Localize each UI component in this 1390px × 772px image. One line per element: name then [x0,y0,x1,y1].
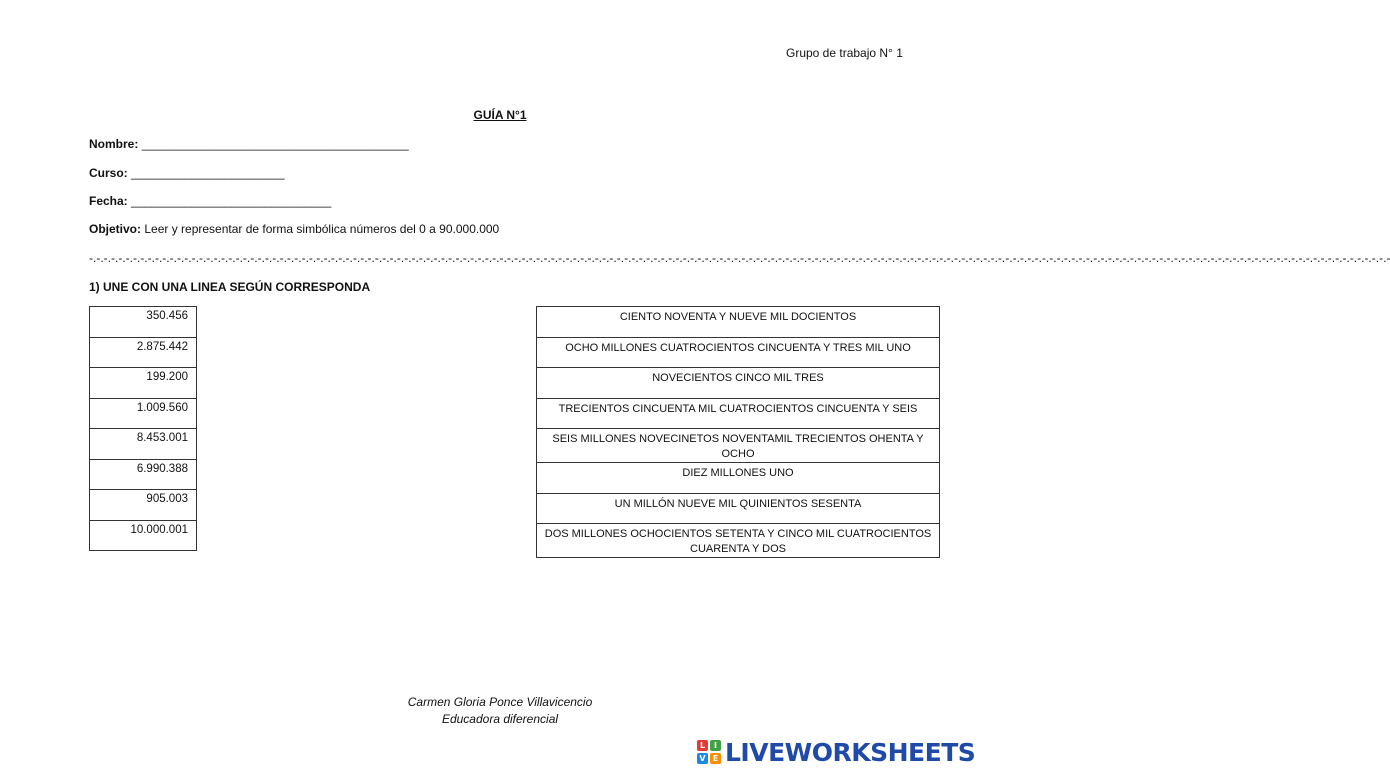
word-cell[interactable]: TRECIENTOS CINCUENTA MIL CUATROCIENTOS CINCUENTA Y SEIS [537,398,940,429]
curso-field [89,166,285,180]
word-cell[interactable]: SEIS MILLONES NOVECINETOS NOVENTAMIL TRECIENTOS OHENTA Y OCHO [537,429,940,463]
word-cell[interactable]: CIENTO NOVENTA Y NUEVE MIL DOCIENTOS [537,307,940,338]
curso-line: _______________________ [131,166,285,180]
objetivo-field [89,222,499,236]
logo-cube: L [697,740,708,751]
divider-line: -.-.-.-.-.-.-.-.-.-.-.-.-.-.-.-.-.-.-.-.-.-.-.-.-.-.-.-.-.-.-.-.-.-.-.-.-.-.-.-.-.-.-.-.-.-.-.-.-.-.-.-.-.-.-.-.-.-.-.-.-.-.-.-.-.-.-.-.-.-.-.-.-.-.-.-.-.-.-.-.-.-.-.-.-.-.-.-.-.-.-.-.-.-.-.-.-.-.-.-.-.-.-.-.-.-.-.-.-.-.-.-.-.-.-.-.-.-.-.-.-.-.-.-.-.-.-.-.-.-.-.-.-.-.-.-.-.-.-.-.-.-.-.-.-.-.-.-.-.-.-.-.-.-.-.-.-.-.-.-.-.-.-.-.-.-.-.-.-.-.-.-.-.-.-.-.-.- [89,251,1390,265]
fecha-field [89,194,331,208]
number-cell[interactable]: 199.200 [90,368,197,399]
liveworksheets-logo[interactable] [697,737,975,767]
page-title: GUÍA N°1 [473,108,527,122]
footer-author: Carmen Gloria Ponce Villavicencio [407,695,593,709]
curso-label: Curso: [89,166,128,180]
logo-cubes-icon [697,740,721,764]
footer-role: Educadora diferencial [441,712,559,726]
number-cell[interactable]: 10.000.001 [90,520,197,551]
number-cell[interactable]: 2.875.442 [90,337,197,368]
number-cell[interactable]: 1.009.560 [90,398,197,429]
number-cell[interactable]: 8.453.001 [90,429,197,460]
words-table [536,306,940,558]
numbers-table [89,306,197,551]
fecha-label: Fecha: [89,194,128,208]
word-cell[interactable]: DOS MILLONES OCHOCIENTOS SETENTA Y CINCO MIL CUATROCIENTOS CUARENTA Y DOS [537,524,940,558]
nombre-field [89,137,409,151]
word-cell[interactable]: DIEZ MILLONES UNO [537,463,940,494]
group-label: Grupo de trabajo N° 1 [786,46,903,60]
word-cell[interactable]: NOVECIENTOS CINCO MIL TRES [537,368,940,399]
number-cell[interactable]: 350.456 [90,307,197,338]
nombre-label: Nombre: [89,137,139,151]
word-cell[interactable]: UN MILLÓN NUEVE MIL QUINIENTOS SESENTA [537,493,940,524]
nombre-line: ________________________________________ [141,137,409,151]
logo-cube: V [697,753,708,764]
section-title: 1) UNE CON UNA LINEA SEGÚN CORRESPONDA [89,280,371,294]
logo-cube: I [710,740,721,751]
logo-cube: E [710,753,721,764]
fecha-line: ______________________________ [131,194,332,208]
objetivo-text: Leer y representar de forma simbólica números del 0 a 90.000.000 [141,222,500,236]
number-cell[interactable]: 905.003 [90,490,197,521]
number-cell[interactable]: 6.990.388 [90,459,197,490]
logo-text: LIVEWORKSHEETS [725,737,976,767]
word-cell[interactable]: OCHO MILLONES CUATROCIENTOS CINCUENTA Y TRES MIL UNO [537,337,940,368]
objetivo-label: Objetivo: [89,222,142,236]
